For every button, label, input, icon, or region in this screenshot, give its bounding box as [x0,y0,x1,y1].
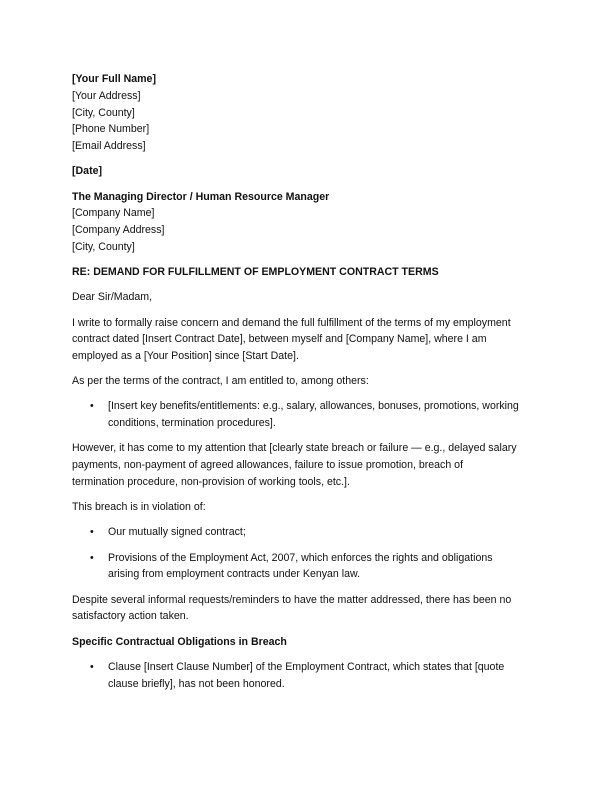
list-item-line: • Clause [Insert Clause Number] of the Employment Contract, which states that [quote [108,660,505,673]
sender-email: [Email Address] [72,140,146,153]
sender-city: [City, County] [72,106,135,119]
list-item-line: • Provisions of the Employment Act, 2007, which enforces the rights and obligations [108,551,493,564]
list-item-line: conditions, termination procedures]. [108,417,276,430]
paragraph-violation-intro: This breach is in violation of: [72,501,206,514]
subject-line: RE: DEMAND FOR FULFILLMENT OF EMPLOYMENT CONTRACT TERMS [72,266,439,279]
entitlements-list [72,398,552,432]
list-item-line: • Our mutually signed contract; [108,526,246,539]
paragraph-breach [72,440,552,490]
recipient-company: [Company Name] [72,207,155,220]
paragraph-line: satisfactory action taken. [72,610,189,623]
clause-list [72,659,552,693]
recipient-title: The Managing Director / Human Resource Manager [72,190,330,203]
letter-date: [Date] [72,165,103,178]
violations-list [72,524,552,583]
list-item-line: • [Insert key benefits/entitlements: e.g., salary, allowances, bonuses, promotions, working [108,400,519,413]
sender-address: [Your Address] [72,89,141,102]
sender-phone: [Phone Number] [72,123,150,136]
sender-name: [Your Full Name] [72,73,156,85]
list-item [72,524,552,541]
paragraph-line: contract dated [Insert Contract Date], between myself and [Company Name], where I am [72,333,487,346]
paragraph-line: termination procedure, non-provision of working tools, etc.]. [72,476,350,489]
paragraph-intro [72,315,552,365]
section-heading: Specific Contractual Obligations in Breach [72,635,287,648]
recipient-city: [City, County] [72,240,135,253]
paragraph-line: employed as a [Your Position] since [Start Date]. [72,350,299,363]
sender-block [72,71,552,155]
list-item [72,398,552,432]
paragraph-line: Despite several informal requests/reminders to have the matter addressed, there has been no [72,593,512,606]
paragraph-line: I write to formally raise concern and demand the full fulfillment of the terms of my employment [72,316,511,329]
salutation: Dear Sir/Madam, [72,291,153,304]
paragraph-line: payments, non-payment of agreed allowances, failure to issue promotion, breach of [72,459,464,472]
list-item-line: arising from employment contracts under Kenyan law. [108,568,361,581]
paragraph-requests [72,592,552,626]
paragraph-entitlements-intro: As per the terms of the contract, I am entitled to, among others: [72,375,369,388]
paragraph-line: However, it has come to my attention that [clearly state breach or failure — e.g., delayed salary [72,442,517,455]
list-item [72,550,552,584]
recipient-block [72,189,552,256]
date-block [72,163,552,180]
recipient-address: [Company Address] [72,224,165,237]
list-item [72,659,552,693]
list-item-line: clause briefly], has not been honored. [108,677,285,690]
